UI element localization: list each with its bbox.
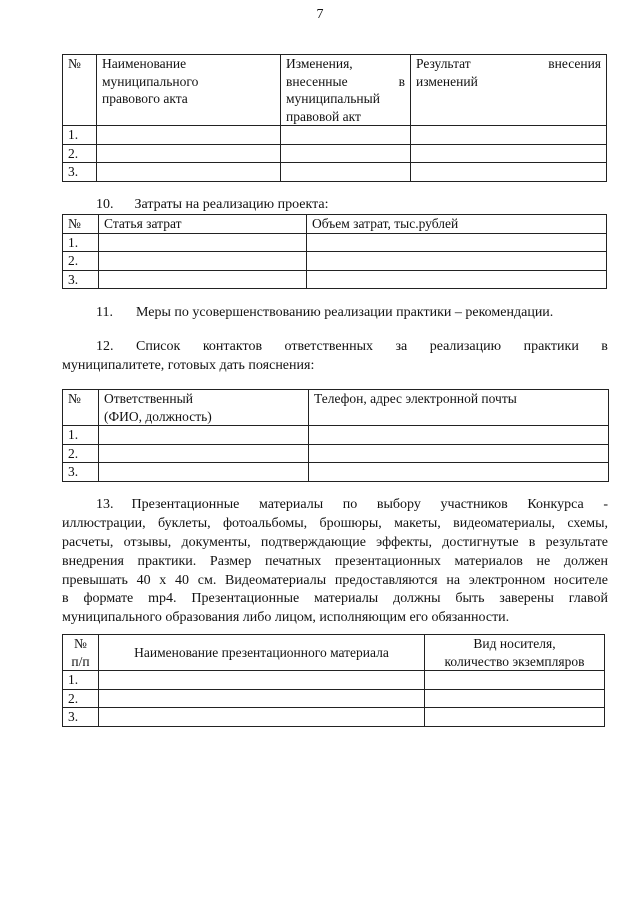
header-result: Результат внесения изменений [411, 55, 607, 126]
section-text: Меры по усовершенствованию реализации практики – рекомендации. [135, 305, 554, 320]
header-number: № [63, 55, 97, 126]
table-row: 1. [63, 671, 605, 690]
section-number: 10. [96, 197, 114, 212]
table-row: 2. [63, 252, 607, 271]
section-12: 12. Список контактов ответственных за реализацию практики в муниципалитете, готовых дать пояснения: [62, 339, 608, 373]
section-11 [96, 304, 553, 323]
table-row: 2. [63, 144, 607, 163]
header-contacts: Телефон, адрес электронной почты [309, 390, 609, 426]
costs-table [62, 214, 607, 289]
header-cost-item: Статья затрат [99, 215, 307, 234]
section-13: 13. Презентационные материалы по выбору участников Конкурса - иллюстрации, буклеты, фотоальбомы, брошюры, макеты, видеоматериалы, схемы, расчеты, отзывы, документы, подтверждающие эффекты, достигнутые в результате внедрения практики. Размер печатных презентационных материалов не должен превышать 40 х 40 см. Видеоматериалы предоставляются на электронном носителе в формате mp4. Презентационные материалы должны быть заверены главой муниципального образования либо лицом, исполняющим его обязанности. [62, 497, 608, 626]
section-10 [96, 196, 329, 215]
section-number: 11. [96, 305, 113, 320]
header-carrier: Вид носителя, количество экземпляров [425, 635, 605, 671]
header-cost-volume: Объем затрат, тыс.рублей [307, 215, 607, 234]
table-row: 3. [63, 463, 609, 482]
section-text: Затраты на реализацию проекта: [134, 197, 329, 212]
table-row: 3. [63, 270, 607, 289]
table-header-row [63, 635, 605, 671]
table-row: 3. [63, 163, 607, 182]
table-row: 2. [63, 444, 609, 463]
header-number: № п/п [63, 635, 99, 671]
page-number: 7 [316, 7, 324, 22]
table-row: 1. [63, 126, 607, 145]
table-row: 2. [63, 689, 605, 708]
header-material-name: Наименование презентационного материала [99, 635, 425, 671]
header-number: № [63, 215, 99, 234]
header-responsible: Ответственный (ФИО, должность) [99, 390, 309, 426]
legal-acts-table [62, 54, 607, 182]
header-changes: Изменения, внесенные в муниципальный правовой акт [281, 55, 411, 126]
table-row: 1. [63, 233, 607, 252]
header-number: № [63, 390, 99, 426]
header-act-name: Наименование муниципального правового акта [97, 55, 281, 126]
table-header-row [63, 390, 609, 426]
presentation-materials-table [62, 634, 605, 727]
table-row: 1. [63, 426, 609, 445]
table-header-row [63, 215, 607, 234]
table-header-row [63, 55, 607, 126]
contacts-table [62, 389, 609, 482]
table-row: 3. [63, 708, 605, 727]
